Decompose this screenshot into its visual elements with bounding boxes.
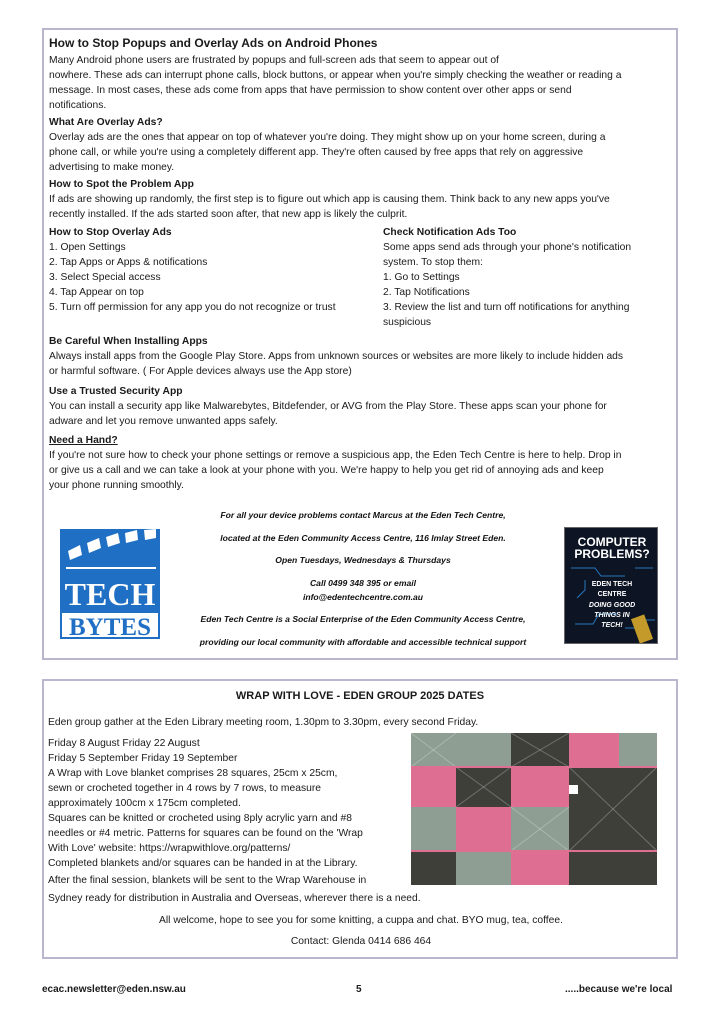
text-line: Sydney ready for distribution in Australia and Overseas, wherever there is a need. <box>48 893 421 904</box>
blanket-label-tag <box>569 785 578 794</box>
step-item: 3. Select Special access <box>49 272 161 283</box>
text-line: phone call, or while you're using a completely different app. They're often caused by free apps that rely on aggressive <box>49 147 584 158</box>
poster-tagline <box>568 601 656 631</box>
contact-line: located at the Eden Community Access Centre, 116 Imlay Street Eden. <box>220 532 506 543</box>
poster-tag-line: DOING GOOD <box>588 602 636 609</box>
text-line: You can install a security app like Malwarebytes, Bitdefender, or AVG from the Play Store. These apps scan your phone for <box>49 401 607 412</box>
help-paragraph <box>49 448 671 493</box>
contact-block <box>178 509 548 658</box>
computer-problems-poster <box>564 527 658 644</box>
notif-heading: Check Notification Ads Too <box>383 227 517 238</box>
text-line: sewn or crocheted together in 4 rows by 7 rows, to measure <box>48 783 321 794</box>
poster-title-line: COMPUTER <box>577 535 647 549</box>
text-line: Some apps send ads through your phone's notification <box>383 242 632 253</box>
step-item: 5. Turn off permission for any app you do not recognize or trust <box>49 302 336 313</box>
text-line: needles or #4 metric. Patterns for squares can be found on the 'Wrap <box>48 828 363 839</box>
text-line: approximately 100cm x 175cm completed. <box>48 798 241 809</box>
poster-tag-line: THINGS IN <box>594 612 630 619</box>
text-line: After the final session, blankets will be sent to the Wrap Warehouse in <box>48 875 367 886</box>
contact-email[interactable]: info@edentechcentre.com.au <box>302 591 424 602</box>
blanket-squares <box>411 733 657 885</box>
security-heading: Use a Trusted Security App <box>49 386 183 397</box>
wrap-date-line: Friday 8 August Friday 22 August <box>48 738 200 749</box>
step-item: 2. Tap Notifications <box>383 287 470 298</box>
text-line: or harmful software. ( For Apple devices always use the App store) <box>49 366 352 377</box>
text-line: A Wrap with Love blanket comprises 28 squares, 25cm x 25cm, <box>48 768 338 779</box>
text-line: advertising to make money. <box>49 162 175 173</box>
text-line: recently installed. If the ads started soon after, that new app is likely the culprit. <box>49 209 408 220</box>
poster-sub-line: CENTRE <box>597 591 627 598</box>
text-line: nowhere. These ads can interrupt phone calls, block buttons, or appear when you're simply checking the weather or reading a <box>49 70 622 81</box>
text-line: Completed blankets and/or squares can be handed in at the Library. <box>48 858 358 869</box>
text-line: notifications. <box>49 100 107 111</box>
security-paragraph <box>49 399 671 429</box>
text-line: adware and let you remove unwanted apps safely. <box>49 416 278 427</box>
step-item: 1. Open Settings <box>49 242 126 253</box>
wrap-welcome: All welcome, hope to see you for some knitting, a cuppa and chat. BYO mug, tea, coffee. <box>159 915 563 926</box>
poster-title-line: PROBLEMS? <box>574 547 650 561</box>
text-line: suspicious <box>383 317 432 328</box>
contact-line: Call 0499 348 395 or email <box>309 577 417 588</box>
wrap-website-link[interactable]: With Love' website: https://wrapwithlove.org/patterns/ <box>48 843 291 854</box>
footer-tagline: .....because we're local <box>565 984 673 995</box>
careful-paragraph <box>49 349 671 379</box>
page-number: 5 <box>356 984 362 995</box>
blanket-photo <box>411 733 657 885</box>
tech-bytes-logo <box>60 529 160 639</box>
step-item: 1. Go to Settings <box>383 272 460 283</box>
step-item: 3. Review the list and turn off notifications for anything <box>383 302 630 313</box>
intro-paragraph <box>49 53 671 113</box>
wrap-details <box>48 736 408 871</box>
contact-line: Eden Tech Centre is a Social Enterprise of the Eden Community Access Centre, <box>200 614 526 624</box>
what-paragraph <box>49 130 671 175</box>
text-line: system. To stop them: <box>383 257 483 268</box>
text-line: If you're not sure how to check your phone settings or remove a suspicious app, the Eden Tech Centre is here to help. Drop in <box>49 450 622 461</box>
footer-email[interactable]: ecac.newsletter@eden.nsw.au <box>42 984 186 995</box>
poster-sub-line: EDEN TECH <box>591 581 633 588</box>
text-line: Many Android phone users are frustrated by popups and full-screen ads that seem to appear out of <box>49 55 499 66</box>
wrap-date-line: Friday 5 September Friday 19 September <box>48 753 238 764</box>
stop-heading: How to Stop Overlay Ads <box>49 227 172 238</box>
wrap-title: WRAP WITH LOVE - EDEN GROUP 2025 DATES <box>235 690 485 702</box>
poster-title <box>568 536 656 560</box>
text-line: Overlay ads are the ones that appear on top of whatever you're doing. They might show up on your home screen, during a <box>49 132 606 143</box>
poster-tag-line: TECH! <box>601 622 623 629</box>
step-item: 2. Tap Apps or Apps & notifications <box>49 257 208 268</box>
stop-steps-column <box>49 225 379 315</box>
wrap-intro: Eden group gather at the Eden Library meeting room, 1.30pm to 3.30pm, every second Friday. <box>48 717 479 728</box>
poster-subtitle <box>568 580 656 600</box>
text-line: Squares can be knitted or crocheted using 8ply acrylic yarn and #8 <box>48 813 352 824</box>
contact-line: Open Tuesdays, Wednesdays & Thursdays <box>275 555 451 565</box>
contact-line: providing our local community with affordable and accessible technical support <box>199 636 527 647</box>
logo-word-tech: TECH <box>64 576 156 612</box>
wrap-contact: Contact: Glenda 0414 686 464 <box>290 936 432 947</box>
step-item: 4. Tap Appear on top <box>49 287 144 298</box>
text-line: Always install apps from the Google Play Store. Apps from unknown sources or websites are more likely to include hidden ads <box>49 351 624 362</box>
help-heading: Need a Hand? <box>49 435 118 446</box>
careful-heading: Be Careful When Installing Apps <box>49 336 208 347</box>
what-heading: What Are Overlay Ads? <box>49 117 163 128</box>
article-title: How to Stop Popups and Overlay Ads on Android Phones <box>49 36 378 50</box>
notification-column <box>383 225 675 330</box>
text-line: your phone running smoothly. <box>49 480 184 491</box>
text-line: If ads are showing up randomly, the first step is to figure out which app is causing them. Think back to any new apps you've <box>49 194 610 205</box>
text-line: message. In most cases, these ads come from apps that have permission to show content over other apps or send <box>49 85 572 96</box>
spot-heading: How to Spot the Problem App <box>49 179 194 190</box>
contact-line: For all your device problems contact Marcus at the Eden Tech Centre, <box>220 510 506 520</box>
spot-paragraph <box>49 192 671 222</box>
text-line: or give us a call and we can take a look at your phone with you. We're happy to help you get rid of annoying ads and keep <box>49 465 604 476</box>
logo-word-bytes: BYTES <box>69 614 151 639</box>
